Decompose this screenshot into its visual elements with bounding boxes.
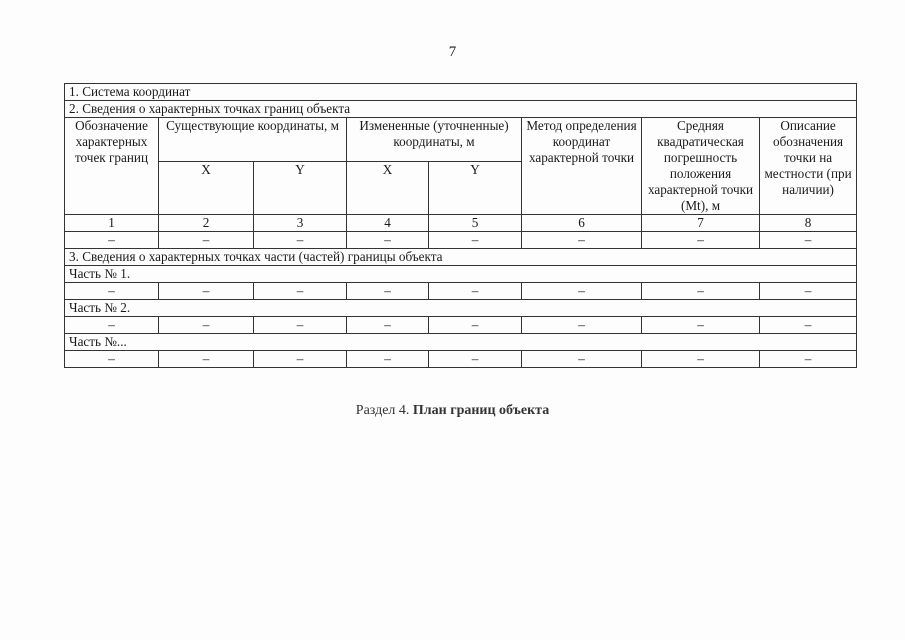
boundary-points-table — [64, 83, 857, 368]
empty-cell: – — [254, 232, 347, 249]
part-2-label: Часть № 2. — [65, 300, 857, 317]
empty-cell: – — [347, 283, 429, 300]
header-method: Метод определения координат характерной точки — [522, 118, 642, 215]
column-number: 4 — [347, 215, 429, 232]
section-caption — [0, 403, 905, 419]
column-number: 8 — [760, 215, 857, 232]
section-caption-title: План границ объекта — [412, 403, 550, 418]
empty-cell: – — [429, 232, 522, 249]
empty-cell: – — [642, 317, 760, 334]
empty-cell: – — [65, 232, 159, 249]
table-row — [65, 317, 857, 334]
column-number: 7 — [642, 215, 760, 232]
empty-cell: – — [522, 317, 642, 334]
header-error: Средняя квадратическая погрешность положения характерной точки (Mt), м — [642, 118, 760, 215]
empty-cell: – — [522, 232, 642, 249]
table-row — [65, 266, 857, 283]
empty-cell: – — [65, 283, 159, 300]
empty-cell: – — [254, 317, 347, 334]
empty-cell: – — [159, 232, 254, 249]
header-changed-x: X — [347, 162, 429, 215]
header-changed-coords: Измененные (уточненные) координаты, м — [347, 118, 522, 162]
empty-cell: – — [254, 283, 347, 300]
table-row — [65, 283, 857, 300]
table-row — [65, 232, 857, 249]
table-row — [65, 351, 857, 368]
part-1-label: Часть № 1. — [65, 266, 857, 283]
empty-cell: – — [760, 232, 857, 249]
empty-cell: – — [65, 317, 159, 334]
section-caption-prefix: Раздел 4. — [355, 403, 410, 418]
table-row — [65, 249, 857, 266]
empty-cell: – — [347, 232, 429, 249]
column-numbers-row — [65, 215, 857, 232]
header-designation: Обозначение характерных точек границ — [65, 118, 159, 215]
column-number: 2 — [159, 215, 254, 232]
table-row — [65, 101, 857, 118]
empty-cell: – — [642, 351, 760, 368]
page-number: 7 — [448, 44, 457, 60]
empty-cell: – — [65, 351, 159, 368]
empty-cell: – — [429, 351, 522, 368]
empty-cell: – — [159, 317, 254, 334]
parts-info-row: 3. Сведения о характерных точках части (частей) границы объекта — [65, 249, 857, 266]
empty-cell: – — [760, 283, 857, 300]
empty-cell: – — [159, 351, 254, 368]
empty-cell: – — [429, 317, 522, 334]
empty-cell: – — [642, 232, 760, 249]
empty-cell: – — [642, 283, 760, 300]
header-description: Описание обозначения точки на местности (при наличии) — [760, 118, 857, 215]
points-info-row: 2. Сведения о характерных точках границ объекта — [65, 101, 857, 118]
header-existing-y: Y — [254, 162, 347, 215]
coordinate-system-row: 1. Система координат — [65, 84, 857, 101]
header-existing-x: X — [159, 162, 254, 215]
table-row — [65, 334, 857, 351]
empty-cell: – — [522, 283, 642, 300]
column-number: 3 — [254, 215, 347, 232]
part-n-label: Часть №... — [65, 334, 857, 351]
empty-cell: – — [760, 351, 857, 368]
column-number: 5 — [429, 215, 522, 232]
header-changed-y: Y — [429, 162, 522, 215]
header-existing-coords: Существующие координаты, м — [159, 118, 347, 162]
table-row — [65, 84, 857, 101]
empty-cell: – — [522, 351, 642, 368]
column-number: 6 — [522, 215, 642, 232]
table-header-row — [65, 118, 857, 162]
column-number: 1 — [65, 215, 159, 232]
empty-cell: – — [254, 351, 347, 368]
empty-cell: – — [159, 283, 254, 300]
empty-cell: – — [347, 317, 429, 334]
table-row — [65, 300, 857, 317]
empty-cell: – — [347, 351, 429, 368]
empty-cell: – — [760, 317, 857, 334]
empty-cell: – — [429, 283, 522, 300]
